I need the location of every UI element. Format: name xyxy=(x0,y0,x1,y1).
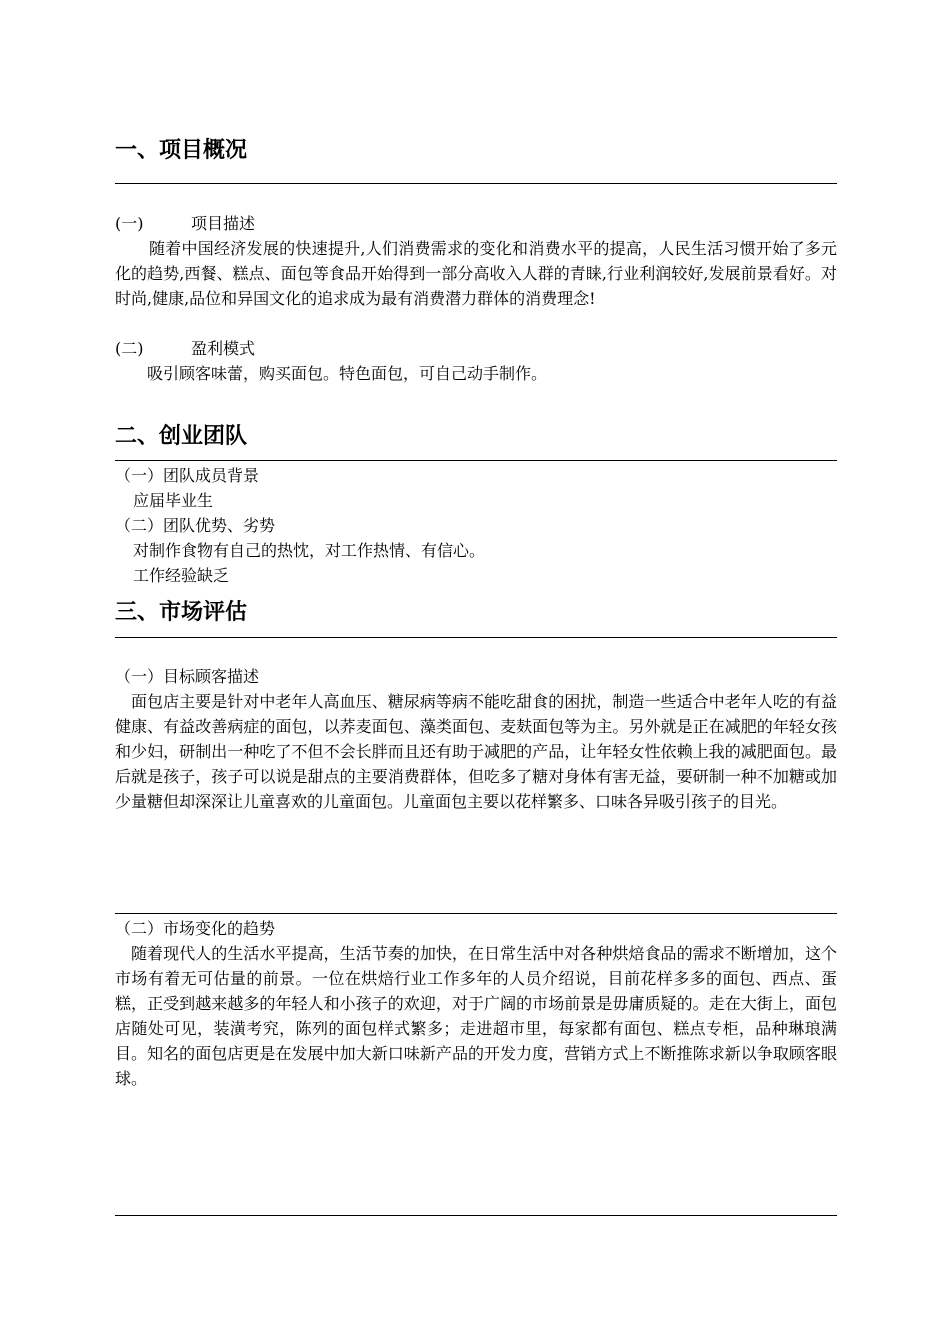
team-background-text: 应届毕业生 xyxy=(133,491,214,510)
project-description-paragraph: 随着中国经济发展的快速提升,人们消费需求的变化和消费水平的提高，人民生活习惯开始了多元化的趋势,西餐、糕点、面包等食品开始得到一部分高收入人群的青睐,行业利润较好,发展前景看好。对时尚,健康,品位和异国文化的追求成为最有消费潜力群体的消费理念! xyxy=(115,239,837,308)
section-divider xyxy=(115,913,837,914)
subsection-number: (二) xyxy=(115,339,144,358)
subsection-title-profit-model: 盈利模式 xyxy=(191,339,256,358)
section-divider xyxy=(115,637,837,638)
subsection-number: (一) xyxy=(115,214,144,233)
subsection-title-strengths-weaknesses: （二）团队优势、劣势 xyxy=(115,516,276,535)
subsection-title-market-trend: （二）市场变化的趋势 xyxy=(115,919,276,938)
section-divider xyxy=(115,183,837,184)
team-strength-text: 对制作食物有自己的热忱，对工作热情、有信心。 xyxy=(133,541,486,560)
subsection-title-target-customers: （一）目标顾客描述 xyxy=(115,667,260,686)
section-heading-overview: 一、项目概况 xyxy=(115,138,248,163)
subsection-title-team-background: （一）团队成员背景 xyxy=(115,466,260,485)
section-divider xyxy=(115,460,837,461)
page-bottom-divider xyxy=(115,1215,837,1216)
section-heading-team: 二、创业团队 xyxy=(115,424,248,449)
profit-model-text: 吸引顾客味蕾，购买面包。特色面包，可自己动手制作。 xyxy=(147,364,548,383)
section-heading-market: 三、市场评估 xyxy=(115,600,248,625)
subsection-title-description: 项目描述 xyxy=(191,214,256,233)
target-customers-paragraph: 面包店主要是针对中老年人高血压、糖尿病等病不能吃甜食的困扰，制造一些适合中老年人吃的有益健康、有益改善病症的面包，以荞麦面包、藻类面包、麦麸面包等为主。另外就是正在减肥的年轻女孩和少妇，研制出一种吃了不但不会长胖而且还有助于减肥的产品，让年轻女性依赖上我的减肥面包。最后就是孩子，孩子可以说是甜点的主要消费群体，但吃多了糖对身体有害无益，要研制一种不加糖或加少量糖但却深深让儿童喜欢的儿童面包。儿童面包主要以花样繁多、口味各异吸引孩子的目光。 xyxy=(115,692,837,811)
market-trend-paragraph: 随着现代人的生活水平提高，生活节奏的加快，在日常生活中对各种烘焙食品的需求不断增加，这个市场有着无可估量的前景。一位在烘焙行业工作多年的人员介绍说，目前花样多多的面包、西点、蛋糕，正受到越来越多的年轻人和小孩子的欢迎，对于广阔的市场前景是毋庸质疑的。走在大街上，面包店随处可见，装潢考究，陈列的面包样式繁多；走进超市里，每家都有面包、糕点专柜，品种琳琅满目。知名的面包店更是在发展中加大新口味新产品的开发力度，营销方式上不断推陈求新以争取顾客眼球。 xyxy=(115,944,837,1088)
team-weakness-text: 工作经验缺乏 xyxy=(133,566,230,585)
